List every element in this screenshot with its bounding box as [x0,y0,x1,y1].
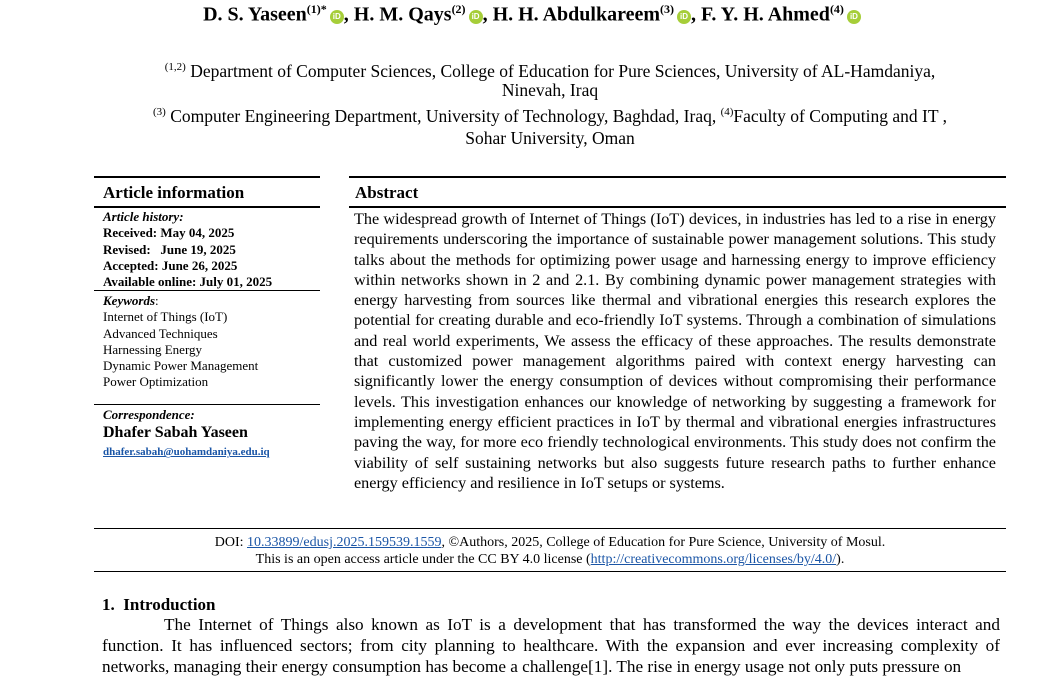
author-separator: , [691,3,701,26]
author-separator: , [343,3,354,26]
keywords-block [103,293,258,391]
correspondence-name: Dhafer Sabah Yaseen [103,424,248,442]
keyword-item: Dynamic Power Management [103,358,259,374]
correspondence-block [103,407,270,461]
affiliation-text: Department of Computer Sciences, College of Education for Pure Sciences, University of AL-Hamdaniya, [185,60,936,81]
doi-bottom-rule [94,571,1006,572]
author-separator: , [482,3,493,26]
online-date: Available online: July 01, 2025 [103,274,273,290]
doi-top-rule [94,528,1006,529]
orcid-icon[interactable]: iD [677,10,691,24]
correspondence-email-link[interactable]: dhafer.sabah@uohamdaniya.edu.iq [103,446,270,459]
author-name: H. H. Abdulkareem [492,3,660,26]
keyword-item: Internet of Things (IoT) [103,309,228,325]
abstract-heading-rule [349,206,1006,208]
doi-suffix: , ©Authors, 2025, College of Education for Pure Science, University of Mosul. [441,535,886,550]
orcid-icon[interactable]: iD [469,10,483,24]
affiliation-1 [0,57,1064,82]
doi-link[interactable]: 10.33899/edusj.2025.159539.1559 [247,535,442,550]
accepted-date: Accepted: June 26, 2025 [103,257,238,273]
history-label: Article history: [103,209,184,224]
abstract-top-rule [349,176,1006,178]
author-sup: (4) [829,2,844,16]
intro-text: The Internet of Things also known as IoT is a development that has transformed the way the devices interact and function. It has influenced sectors; from city planning to healthcare. With the expansion and ever increasing complexity of networks, managing their energy consumption has become a challenge[1]. The rise in energy usage not only puts pressure on [102,615,1000,676]
article-info-heading: Article information [103,183,245,202]
orcid-icon[interactable]: iD [330,10,344,24]
keyword-item: Power Optimization [103,374,209,390]
affiliation-1-line2: Ninevah, Iraq [501,80,599,100]
orcid-icon[interactable]: iD [847,10,861,24]
license-suffix: ). [836,552,845,567]
license-link[interactable]: http://creativecommons.org/licenses/by/4.0/ [590,552,837,567]
affiliation-4-line2: Sohar University, Oman [465,128,635,148]
abstract-heading: Abstract [355,183,419,202]
author-sup: (3) [660,2,674,16]
license-prefix: This is an open access article under the CC BY 4.0 license ( [255,552,591,567]
article-info-heading-rule [94,206,320,208]
affiliation-text: Computer Engineering Department, University of Technology, Baghdad, Iraq, [165,105,721,126]
keywords-rule [94,404,320,405]
abstract-text: The widespread growth of Internet of Things (IoT) devices, in industries has led to a rise in energy requirements underscoring the importance of sustainable power management solutions. This study talks about the methods for optimizing power usage and harnessing energy to improve efficiency within networks shown in 2 and 2.1. By combining dynamic power management strategies with energy harvesting from sources like thermal and vibrational energies this research explores the potential for creating durable and eco-friendly IoT systems. Through a combination of simulations and real world experiments, We assess the efficacy of these approaches. The results demonstrate that customized power management algorithms paired with context energy harvesting can significantly lower the energy consumption of devices without compromising their performance levels. This investigation enhances our knowledge of networking by suggesting a framework for implementing energy efficient practices in IoT by thermal and vibrational energies infrastructures paving the way, for more eco friendly technological environments. This study does not confirm the viability of self sustaining networks but also suggests future research paths to further enhance energy efficiency and resilience in IoT setups or systems. [354,210,996,492]
affiliation-sup: (3) [153,106,166,118]
intro-paragraph [102,614,1000,677]
author-sup: (1)* [306,2,327,16]
doi-prefix: DOI: [214,535,248,550]
doi-block [0,534,1064,568]
affiliation-3 [0,102,1064,127]
keywords-label: Keywords [103,293,155,308]
affiliation-text: Faculty of Computing and IT , [733,105,947,126]
article-info-top-rule [94,176,320,178]
keyword-item: Harnessing Energy [103,341,203,357]
correspondence-label: Correspondence: [103,407,195,422]
author-name: F. Y. H. Ahmed [701,3,830,26]
author-line [0,2,1064,27]
author-name: D. S. Yaseen [203,3,307,26]
revised-date: Revised: June 19, 2025 [103,241,236,257]
affiliation-sup: (4) [720,106,734,118]
intro-heading: 1. Introduction [102,595,216,614]
article-history [103,209,272,290]
keywords-colon: : [155,293,159,308]
author-name: H. M. Qays [353,3,452,26]
keyword-item: Advanced Techniques [103,325,218,341]
received-date: Received: May 04, 2025 [103,225,235,241]
affiliation-sup: (1,2) [164,61,186,73]
author-sup: (2) [451,2,466,16]
